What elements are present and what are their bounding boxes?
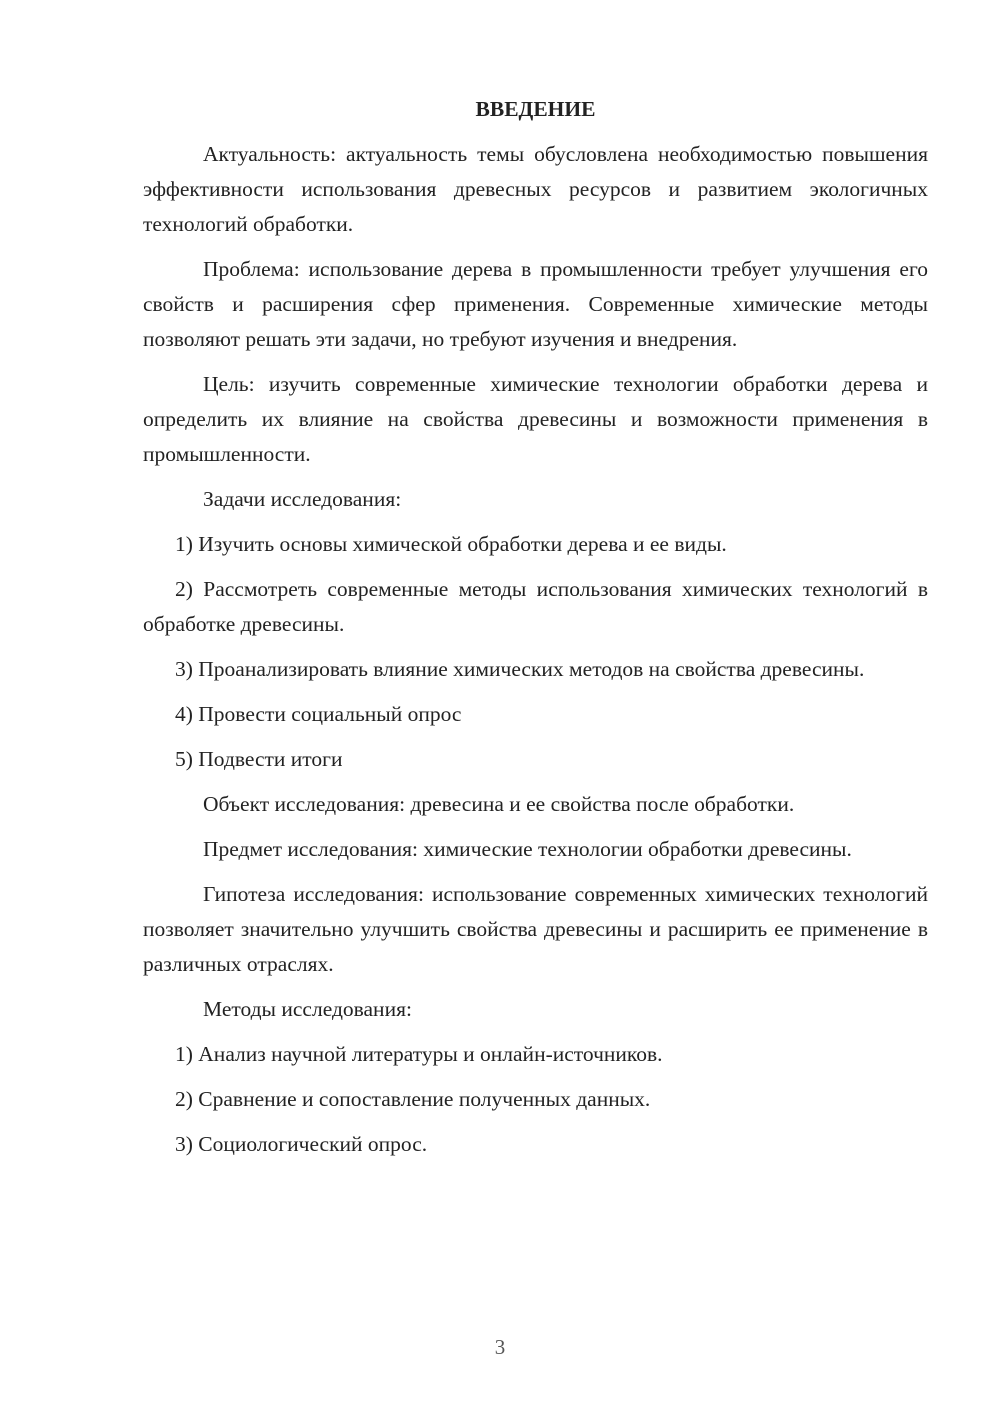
- methods-heading: Методы исследования:: [203, 997, 412, 1021]
- paragraph-problem: Проблема: использование дерева в промышленности требует улучшения его свойств и расширения сфер применения. Современные химические методы позволяют решать эти задачи, но требуют изучения и внедрения.: [143, 257, 928, 351]
- document-page: [143, 92, 928, 1172]
- page-number: 3: [494, 1335, 506, 1359]
- page-title: ВВЕДЕНИЕ: [475, 97, 596, 121]
- method-item: 2) Сравнение и сопоставление полученных данных.: [175, 1087, 651, 1111]
- paragraph-object: Объект исследования: древесина и ее свойства после обработки.: [203, 792, 795, 816]
- method-item: 1) Анализ научной литературы и онлайн-источников.: [175, 1042, 663, 1066]
- paragraph-subject: Предмет исследования: химические технологии обработки древесины.: [203, 837, 852, 861]
- task-item: 5) Подвести итоги: [175, 747, 343, 771]
- paragraph-goal: Цель: изучить современные химические технологии обработки дерева и определить их влияние на свойства древесины и возможности применения в промышленности.: [143, 372, 928, 466]
- paragraph-hypothesis: Гипотеза исследования: использование современных химических технологий позволяет значительно улучшить свойства древесины и расширить ее применение в различных отраслях.: [143, 882, 928, 976]
- paragraph-relevance: Актуальность: актуальность темы обусловлена необходимостью повышения эффективности использования древесных ресурсов и развитием экологичных технологий обработки.: [143, 142, 928, 236]
- task-item: 2) Рассмотреть современные методы использования химических технологий в обработке древесины.: [143, 577, 928, 636]
- task-item: 3) Проанализировать влияние химических методов на свойства древесины.: [175, 657, 865, 681]
- tasks-heading: Задачи исследования:: [203, 487, 402, 511]
- task-item: 1) Изучить основы химической обработки дерева и ее виды.: [175, 532, 727, 556]
- method-item: 3) Социологический опрос.: [175, 1132, 428, 1156]
- task-item: 4) Провести социальный опрос: [175, 702, 462, 726]
